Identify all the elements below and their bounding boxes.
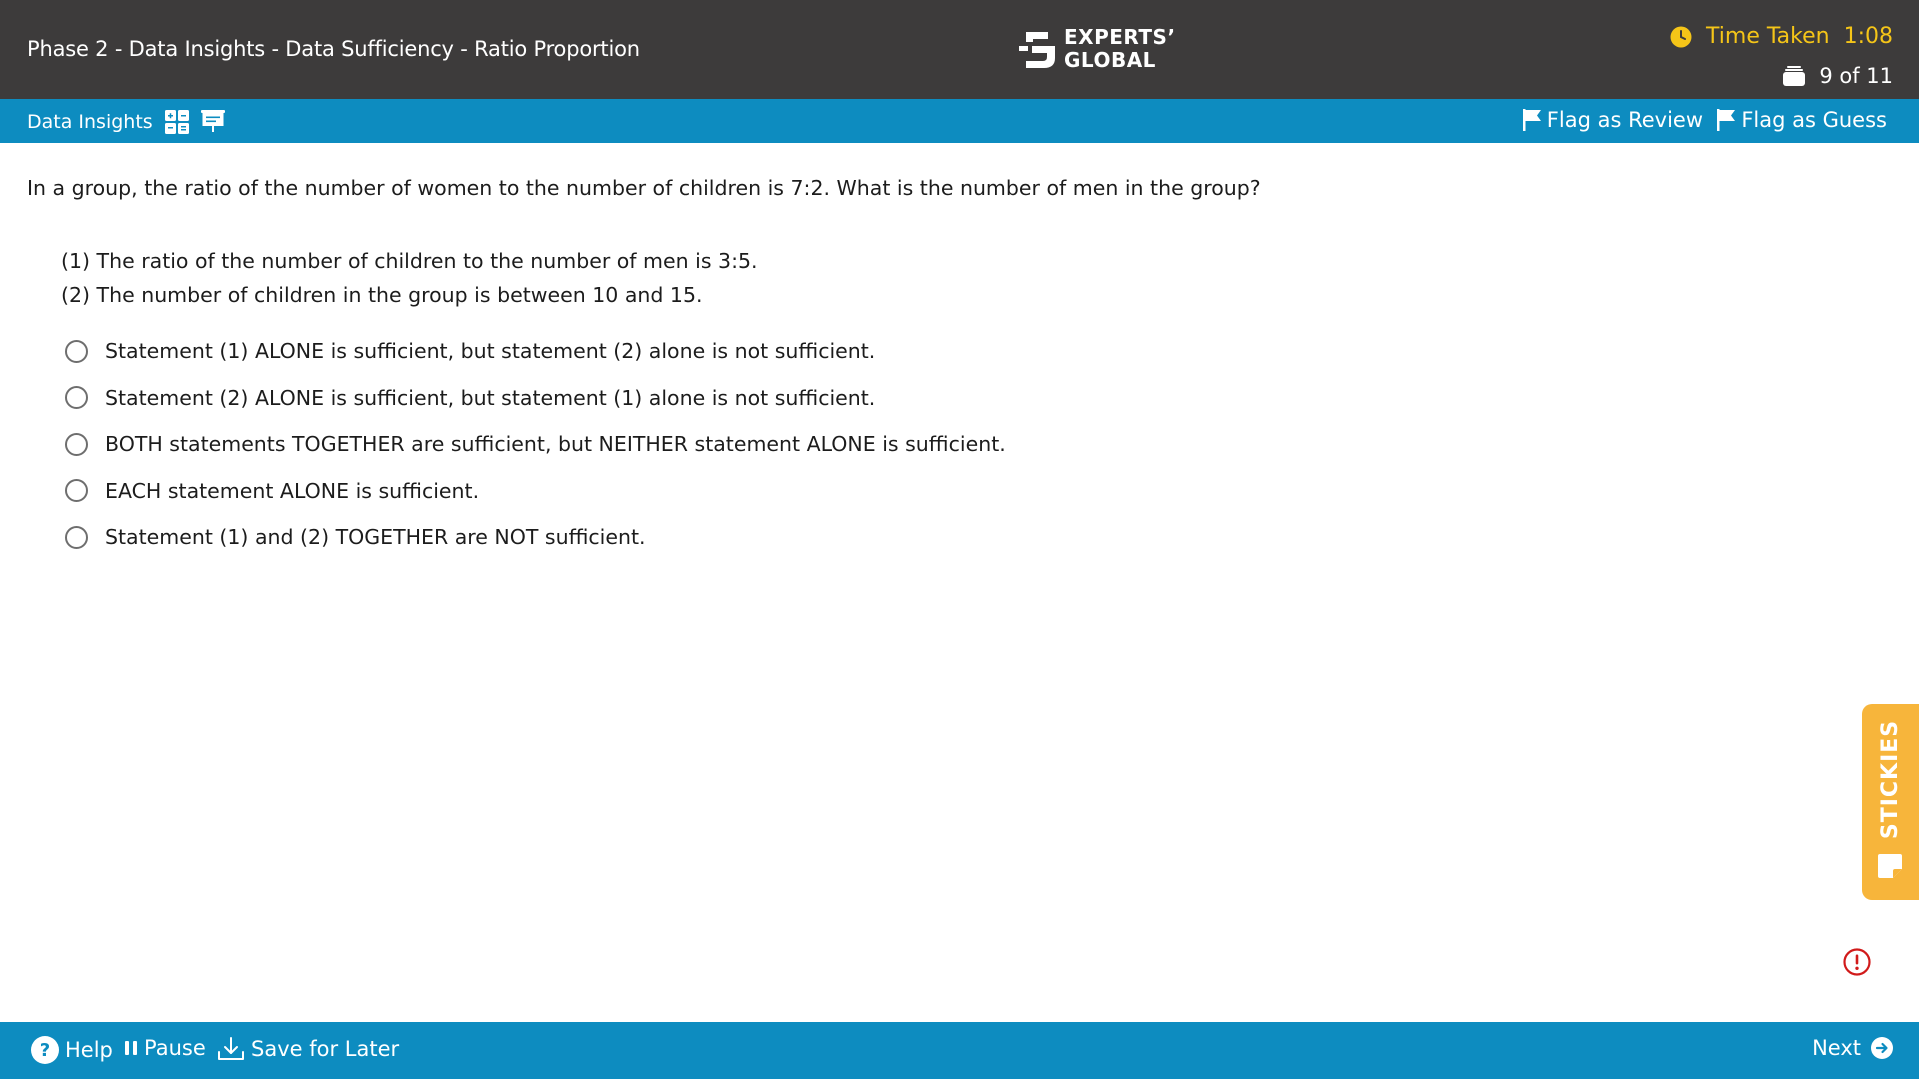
arrow-right-circle-icon [1871, 1037, 1893, 1059]
brand-logo-text [1064, 26, 1176, 72]
pause-label: Pause [144, 1036, 206, 1060]
sticky-note-icon [1876, 852, 1904, 880]
question-progress [1783, 64, 1893, 88]
radio-button[interactable] [65, 479, 88, 502]
help-label: Help [65, 1038, 113, 1062]
next-button[interactable] [1812, 1036, 1893, 1060]
question-stem: In a group, the ratio of the number of women to the number of children is 7:2. What is the number of men in the group? [27, 176, 1261, 200]
answer-option-c[interactable] [65, 421, 1006, 468]
brand-logo [1018, 26, 1176, 72]
radio-button[interactable] [65, 340, 88, 363]
section-name: Data Insights [27, 111, 153, 133]
answer-option-d[interactable] [65, 468, 1006, 515]
stickies-tab[interactable] [1862, 704, 1919, 900]
answer-option-b[interactable] [65, 375, 1006, 422]
option-label: Statement (1) ALONE is sufficient, but statement (2) alone is not sufficient. [105, 339, 876, 364]
option-label: EACH statement ALONE is sufficient. [105, 478, 480, 503]
option-label: BOTH statements TOGETHER are sufficient, but NEITHER statement ALONE is sufficient. [105, 432, 1006, 457]
flag-icon [1717, 109, 1735, 131]
progress-text: 9 of 11 [1819, 64, 1893, 88]
flag-as-guess-button[interactable] [1717, 108, 1887, 132]
top-header [0, 0, 1919, 99]
stickies-label-wrap [1876, 719, 1906, 839]
clock-icon [1670, 26, 1692, 48]
answer-option-e[interactable] [65, 514, 1006, 561]
flag-guess-label: Flag as Guess [1741, 108, 1887, 132]
download-icon [217, 1036, 245, 1062]
option-label: Statement (2) ALONE is sufficient, but statement (1) alone is not sufficient. [105, 385, 876, 410]
save-for-later-button[interactable] [217, 1036, 399, 1062]
calculator-grid-icon[interactable] [165, 110, 189, 134]
timer-value: 1:08 [1843, 24, 1893, 49]
statements [61, 244, 758, 312]
help-button[interactable] [31, 1036, 113, 1064]
radio-button[interactable] [65, 386, 88, 409]
save-label: Save for Later [251, 1037, 400, 1061]
radio-button[interactable] [65, 526, 88, 549]
section-bar [0, 99, 1919, 143]
pause-button[interactable] [124, 1036, 206, 1060]
flag-review-label: Flag as Review [1546, 108, 1703, 132]
brand-logo-icon [1018, 26, 1056, 72]
time-taken [1670, 24, 1893, 49]
pause-icon [124, 1040, 138, 1056]
timer-label: Time Taken [1706, 24, 1830, 49]
statement-1: (1) The ratio of the number of children to the number of men is 3:5. [61, 249, 758, 273]
logo-line2: GLOBAL [1064, 48, 1156, 72]
whiteboard-icon[interactable] [201, 110, 225, 134]
bottom-toolbar [0, 1022, 1919, 1079]
flag-as-review-button[interactable] [1523, 108, 1703, 132]
answer-options [65, 328, 1006, 561]
logo-line1: EXPERTS’ [1064, 25, 1176, 49]
statement-2: (2) The number of children in the group is between 10 and 15. [61, 283, 703, 307]
answer-option-a[interactable] [65, 328, 1006, 375]
radio-button[interactable] [65, 433, 88, 456]
report-issue-icon[interactable] [1843, 948, 1871, 976]
svg-text:?: ? [39, 1040, 51, 1061]
stickies-label: STICKIES [1878, 719, 1904, 839]
help-icon [31, 1036, 59, 1064]
page-title: Phase 2 - Data Insights - Data Sufficiency - Ratio Proportion [27, 37, 640, 61]
flag-icon [1523, 109, 1541, 131]
option-label: Statement (1) and (2) TOGETHER are NOT sufficient. [105, 525, 646, 550]
question-stack-icon [1783, 66, 1805, 86]
next-label: Next [1812, 1036, 1861, 1060]
section-indicator [27, 110, 225, 134]
